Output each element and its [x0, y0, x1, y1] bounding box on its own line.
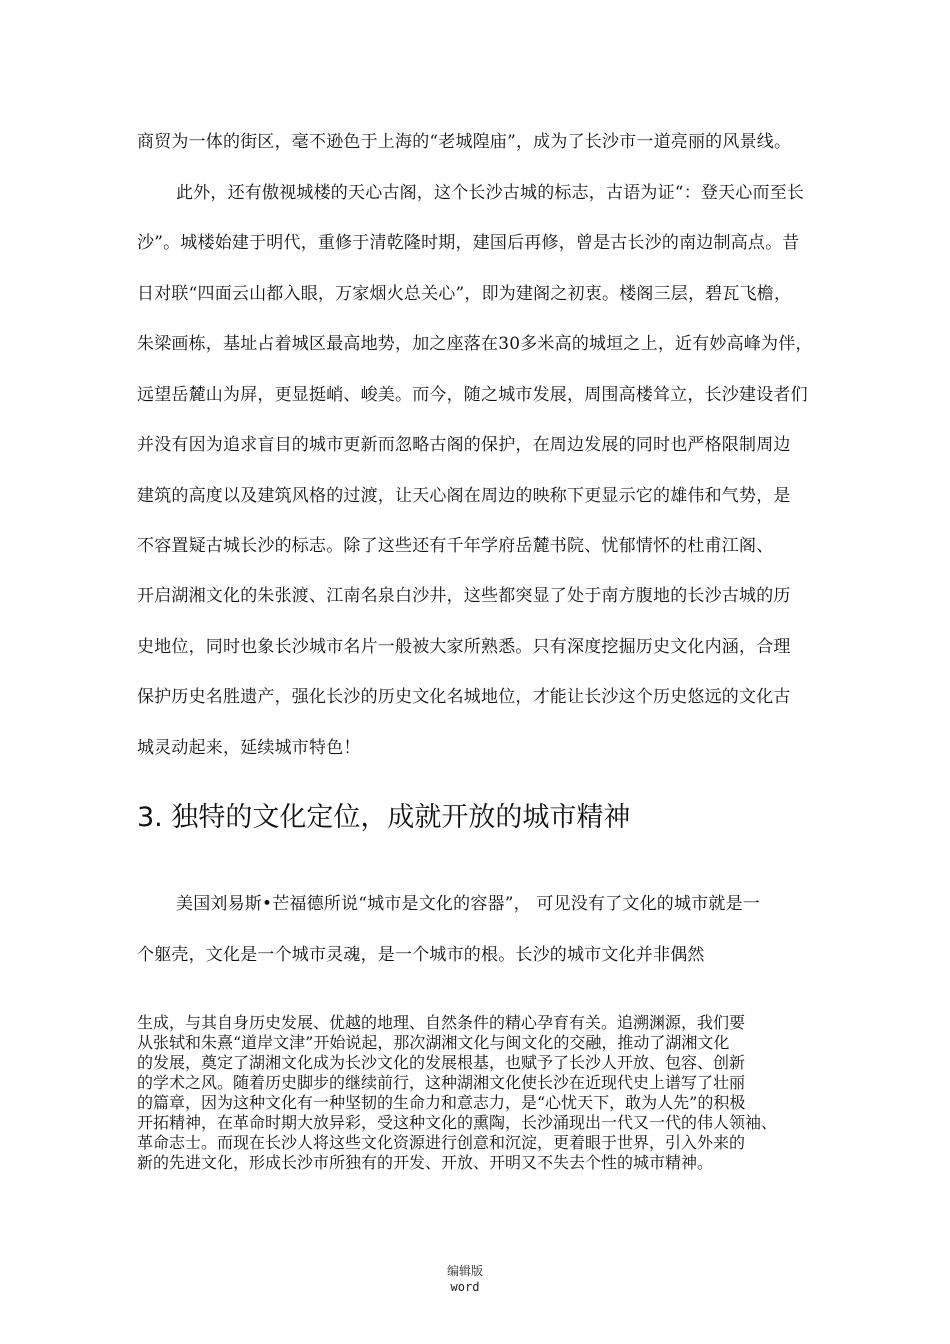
footer-label: 编辑版 — [446, 1264, 483, 1278]
paragraph-2-line: 远望岳麓山为屏，更显挺峭、峻美。而今，随之城市发展，周围高楼耸立，长沙建设者们 — [137, 385, 808, 405]
paragraph-2-line: 城灵动起来，延续城市特色！ — [137, 738, 361, 758]
paragraph-2-line: 朱梁画栋，基址占着城区最高地势，加之座落在30多米高的城垣之上，近有妙高峰为伴， — [137, 334, 813, 354]
paragraph-2-line: 史地位，同时也象长沙城市名片一般被大家所熟悉。只有深度挖掘历史文化内涵，合理 — [137, 637, 791, 657]
paragraph-2-line: 此外，还有傲视城楼的天心古阁，这个长沙古城的标志，古语为证“：登天心而至长 — [176, 183, 805, 203]
paragraph-2-line: 沙”。城楼始建于明代，重修于清乾隆时期，建国后再修，曾是古长沙的南边制高点。昔 — [137, 233, 800, 253]
section-heading: 3. 独特的文化定位，成就开放的城市精神 — [137, 802, 631, 833]
paragraph-2-line: 不容置疑古城长沙的标志。除了这些还有千年学府岳麓书院、忧郁情怀的杜甫江阁、 — [137, 536, 774, 556]
paragraph-4-line: 的篇章，因为这种文化有一种坚韧的生命力和意志力，是“心忧天下，敢为人先”的积极 — [137, 1093, 746, 1112]
paragraph-4-line: 新的先进文化，形成长沙市所独有的开发、开放、开明又不失去个性的城市精神。 — [137, 1153, 714, 1172]
paragraph-4-line: 的发展，奠定了湖湘文化成为长沙文化的发展根基，也赋予了长沙人开放、包容、创新 — [137, 1053, 746, 1072]
paragraph-2-line: 并没有因为追求盲目的城市更新而忽略古阁的保护，在周边发展的同时也严格限制周边 — [137, 435, 791, 455]
paragraph-4-line: 革命志士。而现在长沙人将这些文化资源进行创意和沉淀，更着眼于世界，引入外来的 — [137, 1133, 746, 1152]
paragraph-2-line: 保护历史名胜遗产，强化长沙的历史文化名城地位，才能让长沙这个历史悠远的文化古 — [137, 687, 791, 707]
paragraph-2-line: 开启湖湘文化的朱张渡、江南名泉白沙井，这些都突显了处于南方腹地的长沙古城的历 — [137, 586, 791, 606]
footer-sublabel: word — [450, 1280, 480, 1294]
paragraph-2-line: 建筑的高度以及建筑风格的过渡，让天心阁在周边的映称下更显示它的雄伟和气势，是 — [137, 486, 791, 506]
paragraph-3-line: 美国刘易斯•芒福德所说“城市是文化的容器”， 可见没有了文化的城市就是一 — [176, 894, 761, 914]
paragraph-4-line: 生成，与其自身历史发展、优越的地理、自然条件的精心孕育有关。追溯渊源，我们要 — [137, 1013, 746, 1032]
paragraph-3-line: 个躯壳，文化是一个城市灵魂，是一个城市的根。长沙的城市文化并非偶然 — [137, 945, 705, 965]
paragraph-2-line: 日对联“四面云山都入眼，万家烟火总关心”，即为建阁之初衷。楼阁三层，碧瓦飞檐， — [137, 284, 792, 304]
paragraph-1-line: 商贸为一体的街区，毫不逊色于上海的“老城隍庙”，成为了长沙市一道亮丽的风景线。 — [137, 132, 792, 152]
paragraph-4-line: 的学术之风。随着历史脚步的继续前行，这种湖湘文化使长沙在近现代史上谱写了壮丽 — [137, 1073, 746, 1092]
paragraph-4-line: 从张轼和朱熹“道岸文津”开始说起，那次湖湘文化与闽文化的交融，推动了湖湘文化 — [137, 1033, 730, 1052]
paragraph-4-line: 开拓精神，在革命时期大放异彩，受这种文化的熏陶，长沙涌现出一代又一代的伟人领袖、 — [137, 1113, 778, 1132]
